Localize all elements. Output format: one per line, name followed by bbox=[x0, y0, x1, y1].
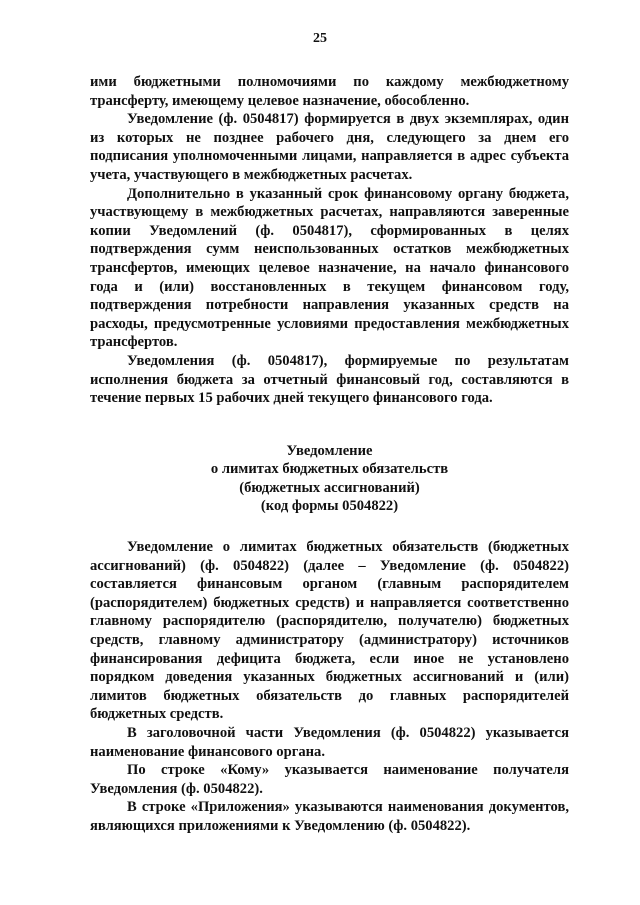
page-number: 25 bbox=[313, 31, 327, 46]
paragraph: Дополнительно в указанный срок финансовому органу бюджета, участвующему в межбюджетных расчетах, направляются заверенные копии Уведомлений (ф. 0504817), сформированных в целях подтверждения сумм неиспользованных остатков межбюджетных трансфертов, имеющих целевое назначение, на начало финансового года и (или) восстановленных в текущем финансовом году, подтверждения потребности направления указанных средств на расходы, предусмотренные условиями предоставления межбюджетных трансфертов. bbox=[90, 185, 569, 351]
heading-title: Уведомление bbox=[286, 442, 373, 459]
paragraph: В строке «Приложения» указываются наименования документов, являющихся приложениями к Уведомлению (ф. 0504822). bbox=[90, 799, 569, 834]
paragraph-continuation: ими бюджетными полномочиями по каждому межбюджетному трансферту, имеющему целевое назначение, обособленно. bbox=[90, 74, 569, 109]
document-body bbox=[90, 73, 569, 836]
paragraph: В заголовочной части Уведомления (ф. 0504822) указывается наименование финансового органа. bbox=[90, 725, 569, 760]
section-heading bbox=[90, 442, 569, 516]
form-code: (код формы 0504822) bbox=[260, 498, 399, 515]
paragraph: Уведомление о лимитах бюджетных обязательств (бюджетных ассигнований) (ф. 0504822) (далее – Уведомление (ф. 0504822) составляется финансовым органом (главным распорядителем (распорядителем) бюджетных средств) и направляется соответственно главному распорядителю (распорядителю, получателю) бюджетных средств, главному администратору (администратору) источников финансирования дефицита бюджета, если иное не установлено порядком доведения указанных бюджетных ассигнований и (или) лимитов бюджетных обязательств до главных распорядителей бюджетных средств. bbox=[90, 539, 569, 723]
paragraph: Уведомление (ф. 0504817) формируется в двух экземплярах, один из которых не позднее рабочего дня, следующего за днем его подписания уполномоченными лицами, направляется в адрес субъекта учета, участвующего в межбюджетных расчетах. bbox=[90, 111, 569, 183]
heading-subtitle-2: (бюджетных ассигнований) bbox=[239, 479, 420, 496]
heading-subtitle: о лимитах бюджетных обязательств bbox=[210, 461, 449, 478]
paragraph: По строке «Кому» указывается наименование получателя Уведомления (ф. 0504822). bbox=[90, 762, 569, 797]
paragraph: Уведомления (ф. 0504817), формируемые по результатам исполнения бюджета за отчетный финансовый год, составляются в течение первых 15 рабочих дней текущего финансового года. bbox=[90, 352, 569, 407]
